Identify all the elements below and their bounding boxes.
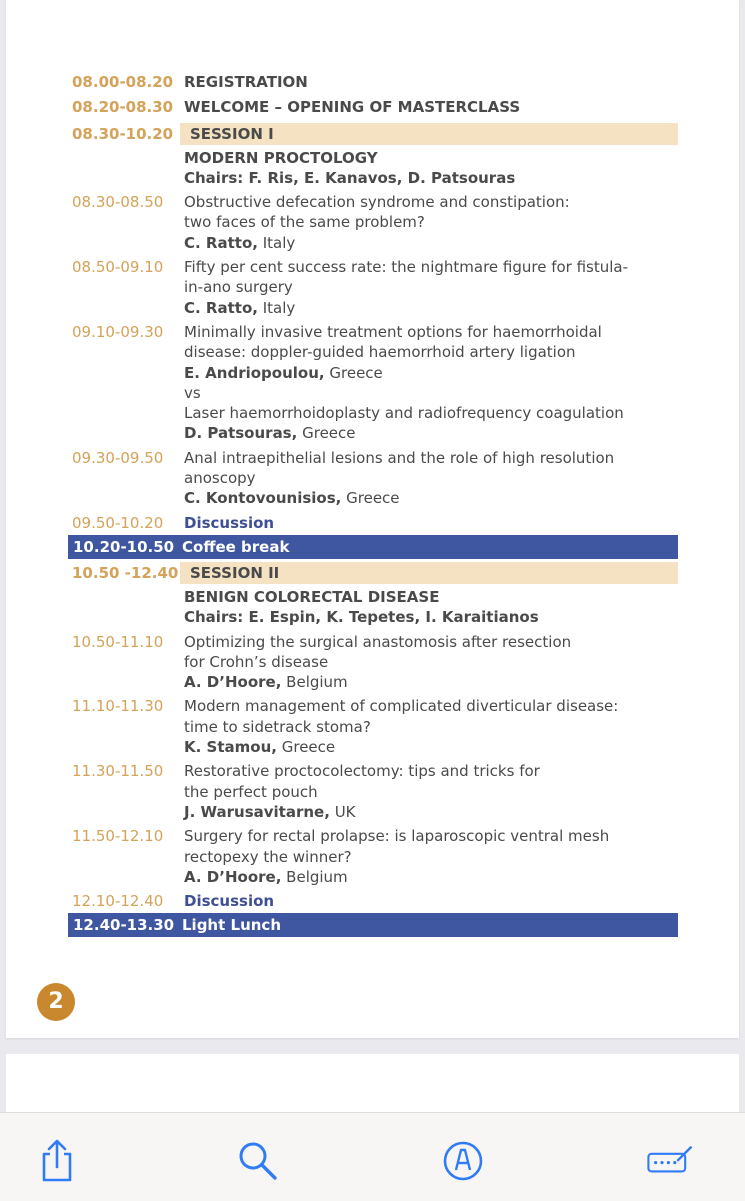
discussion-row bbox=[68, 891, 678, 911]
talk-title-line: for Crohn’s disease bbox=[184, 652, 329, 671]
share-icon bbox=[37, 1138, 77, 1184]
speaker-name: A. D’Hoore, bbox=[184, 673, 282, 692]
talk-row bbox=[68, 448, 678, 509]
speaker-line bbox=[184, 488, 678, 508]
time-slot: 08.20-08.30 bbox=[72, 98, 174, 117]
bottom-toolbar bbox=[0, 1112, 745, 1201]
keyboard-edit-button[interactable] bbox=[646, 1137, 694, 1185]
session-info bbox=[68, 587, 678, 628]
session-info-content bbox=[184, 148, 678, 189]
speaker-line bbox=[184, 363, 678, 383]
talk-content bbox=[184, 322, 678, 444]
time-slot: 08.30-10.20 bbox=[72, 124, 174, 143]
speaker-name: E. Andriopoulou, bbox=[184, 363, 325, 382]
speaker-line bbox=[184, 737, 678, 757]
talk-row bbox=[68, 322, 678, 444]
program-schedule bbox=[68, 72, 678, 940]
talk-title-line: Restorative proctocolectomy: tips and tricks for bbox=[184, 762, 540, 781]
speaker-country: Greece bbox=[346, 489, 400, 508]
talk-content bbox=[184, 696, 678, 757]
session-topic: MODERN PROCTOLOGY bbox=[184, 148, 378, 167]
break-time: 12.40-13.30 bbox=[73, 916, 175, 935]
time-slot: 09.50-10.20 bbox=[72, 513, 164, 532]
time-slot: 08.30-08.50 bbox=[72, 193, 164, 212]
time-slot: 09.30-09.50 bbox=[72, 448, 164, 467]
talk-row bbox=[68, 696, 678, 757]
speaker-country: Belgium bbox=[286, 673, 348, 692]
time-slot: 12.10-12.40 bbox=[72, 892, 164, 911]
speaker-country: UK bbox=[334, 802, 356, 821]
break-label: Light Lunch bbox=[182, 916, 281, 935]
talk-row bbox=[68, 826, 678, 887]
speaker-line bbox=[184, 423, 678, 443]
talk-content bbox=[184, 761, 678, 822]
session-info-content bbox=[184, 587, 678, 628]
time-slot: 11.10-11.30 bbox=[72, 697, 164, 716]
time-slot: 09.10-09.30 bbox=[72, 322, 164, 341]
markup-icon bbox=[440, 1138, 486, 1184]
time-slot: 10.50-11.10 bbox=[72, 632, 164, 651]
talk-row bbox=[68, 632, 678, 693]
break-banner bbox=[68, 913, 678, 937]
talk-title-line: Modern management of complicated diverticular disease: bbox=[184, 697, 619, 716]
time-slot: 08.00-08.20 bbox=[72, 73, 174, 91]
talk-content bbox=[184, 192, 678, 253]
speaker-country: Italy bbox=[262, 298, 296, 317]
search-button[interactable] bbox=[234, 1137, 282, 1185]
talk-row bbox=[68, 192, 678, 253]
speaker-country: Greece bbox=[281, 738, 336, 757]
session-chairs: Chairs: F. Ris, E. Kanavos, D. Patsouras bbox=[184, 168, 516, 187]
speaker-name: K. Stamou, bbox=[184, 738, 277, 757]
talk-row bbox=[68, 257, 678, 318]
talk-title-line: the perfect pouch bbox=[184, 782, 318, 801]
share-button[interactable] bbox=[33, 1137, 81, 1185]
talk-title-line: anoscopy bbox=[184, 469, 256, 488]
talk-title-line: time to sidetrack stoma? bbox=[184, 717, 371, 736]
session-header bbox=[68, 123, 678, 145]
session-topic: BENIGN COLORECTAL DISEASE bbox=[184, 587, 440, 606]
talk-content bbox=[184, 257, 678, 318]
schedule-row bbox=[68, 72, 678, 92]
session-chairs: Chairs: E. Espin, K. Tepetes, I. Karaitianos bbox=[184, 608, 539, 627]
session-header bbox=[68, 562, 678, 584]
speaker-name: C. Ratto, bbox=[184, 298, 258, 317]
talk-title-line: two faces of the same problem? bbox=[184, 213, 425, 232]
session-title: SESSION II bbox=[190, 563, 280, 582]
speaker-line bbox=[184, 867, 678, 887]
speaker-country: Belgium bbox=[286, 867, 348, 886]
time-slot: 11.30-11.50 bbox=[72, 762, 164, 781]
speaker-name: C. Ratto, bbox=[184, 233, 258, 252]
talk-content bbox=[184, 826, 678, 887]
session-title: SESSION I bbox=[190, 124, 274, 143]
speaker-line bbox=[184, 298, 678, 318]
talk-title-line: Minimally invasive treatment options for haemorrhoidal bbox=[184, 322, 602, 341]
discussion-content bbox=[184, 513, 678, 533]
speaker-country: Italy bbox=[262, 233, 296, 252]
discussion-row bbox=[68, 513, 678, 533]
break-time: 10.20-10.50 bbox=[73, 537, 175, 556]
speaker-country: Greece bbox=[329, 363, 383, 382]
speaker-country: Greece bbox=[302, 424, 356, 443]
talk-title-line: Optimizing the surgical anastomosis after resection bbox=[184, 632, 572, 651]
page-number-badge: 2 bbox=[37, 983, 75, 1021]
discussion-label: Discussion bbox=[184, 892, 275, 911]
markup-button[interactable] bbox=[439, 1137, 487, 1185]
talk-title-line: rectopexy the winner? bbox=[184, 847, 352, 866]
talk-row bbox=[68, 761, 678, 822]
discussion-label: Discussion bbox=[184, 513, 275, 532]
versus-label: vs bbox=[184, 383, 201, 402]
speaker-line bbox=[184, 233, 678, 253]
speaker-name: A. D’Hoore, bbox=[184, 867, 282, 886]
break-banner bbox=[68, 535, 678, 559]
speaker-name: J. Warusavitarne, bbox=[184, 802, 330, 821]
talk-title-line: Fifty per cent success rate: the nightmare figure for fistula- bbox=[184, 258, 629, 277]
keyboard-edit-icon bbox=[646, 1138, 694, 1184]
break-label: Coffee break bbox=[182, 537, 290, 556]
talk-title-line: Laser haemorrhoidoplasty and radiofrequency coagulation bbox=[184, 404, 624, 423]
document-page bbox=[6, 0, 739, 1038]
speaker-line bbox=[184, 802, 678, 822]
search-icon bbox=[235, 1138, 281, 1184]
time-slot: 10.50 -12.40 bbox=[72, 563, 179, 582]
row-content bbox=[184, 97, 678, 117]
speaker-name: D. Patsouras, bbox=[184, 424, 298, 443]
speaker-line bbox=[184, 672, 678, 692]
talk-title-line: disease: doppler-guided haemorrhoid artery ligation bbox=[184, 343, 576, 362]
talk-content bbox=[184, 448, 678, 509]
discussion-content bbox=[184, 891, 678, 911]
row-title: WELCOME – OPENING OF MASTERCLASS bbox=[184, 98, 521, 117]
talk-title-line: Obstructive defecation syndrome and constipation: bbox=[184, 193, 570, 212]
time-slot: 11.50-12.10 bbox=[72, 827, 164, 846]
talk-title-line: in-ano surgery bbox=[184, 278, 293, 297]
row-content bbox=[184, 72, 678, 92]
talk-title-line: Anal intraepithelial lesions and the role of high resolution bbox=[184, 448, 615, 467]
speaker-name: C. Kontovounisios, bbox=[184, 489, 342, 508]
schedule-row bbox=[68, 97, 678, 117]
row-title: REGISTRATION bbox=[184, 73, 308, 91]
session-info bbox=[68, 148, 678, 189]
time-slot: 08.50-09.10 bbox=[72, 258, 164, 277]
talk-title-line: Surgery for rectal prolapse: is laparoscopic ventral mesh bbox=[184, 827, 610, 846]
talk-content bbox=[184, 632, 678, 693]
